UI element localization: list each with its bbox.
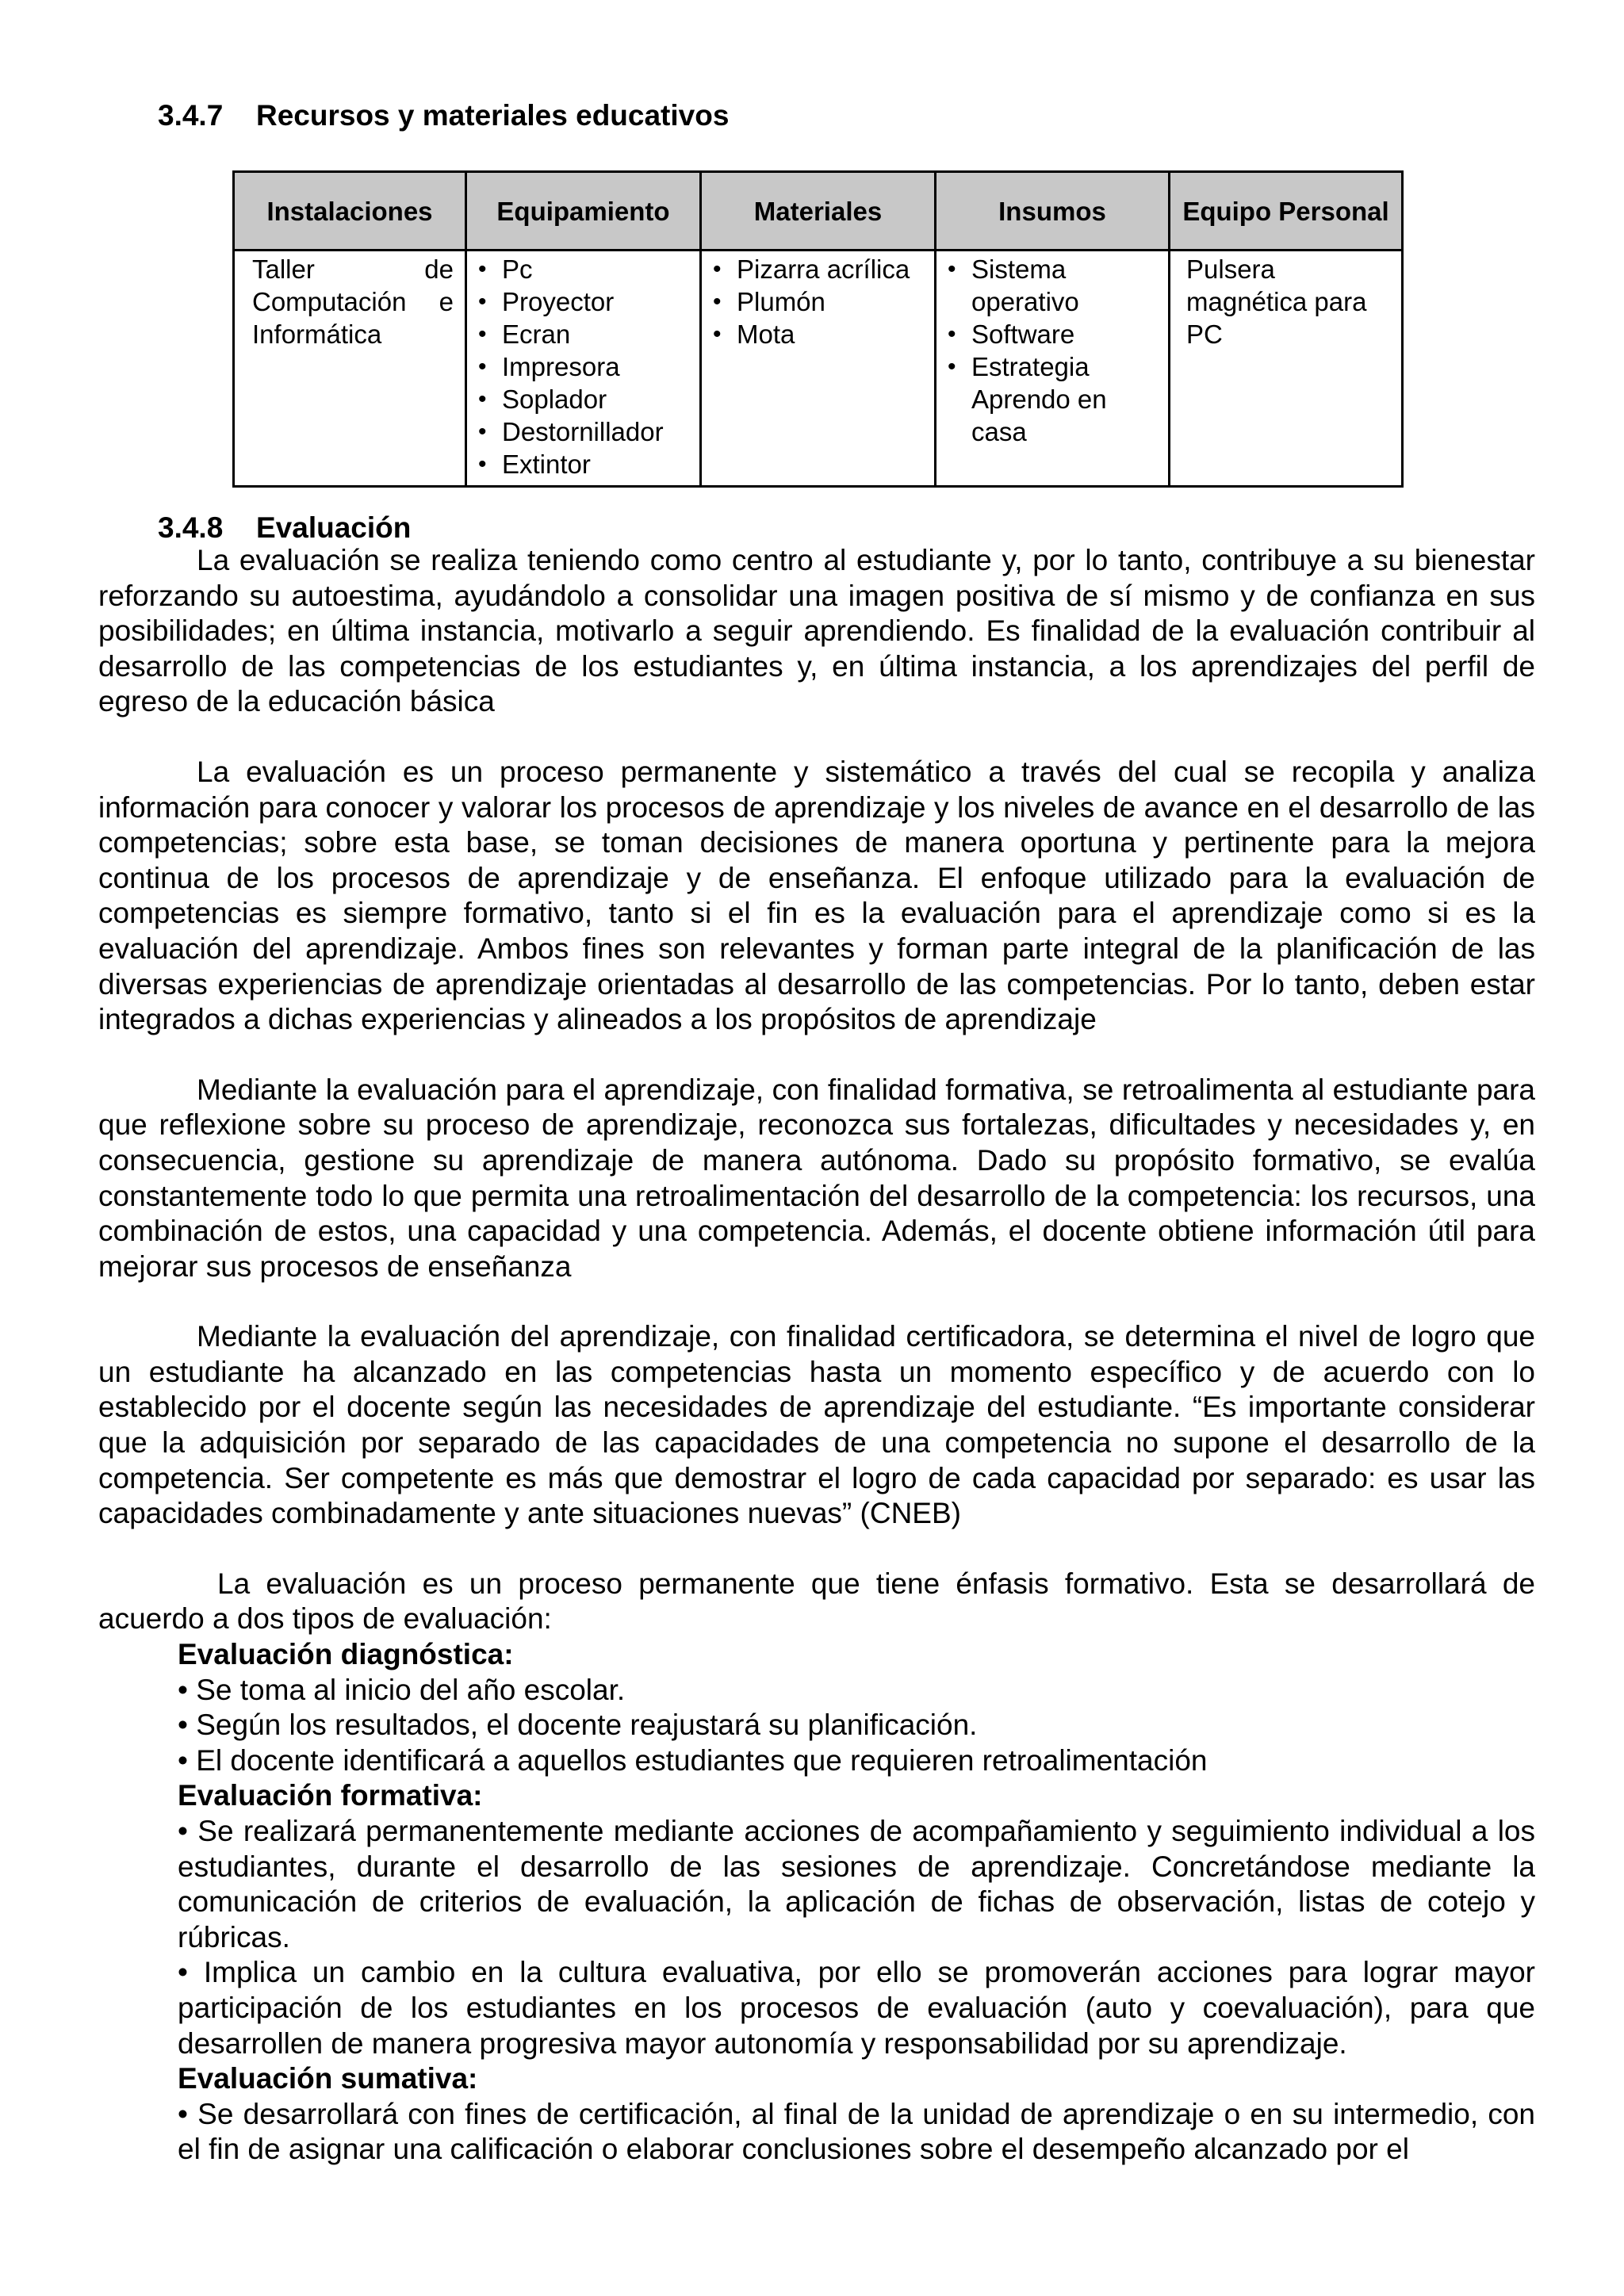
insumos-list <box>948 253 1157 448</box>
list-item: • Impresora <box>478 350 688 383</box>
paragraph: Mediante la evaluación para el aprendizaje, con finalidad formativa, se retroalimenta al estudiante para que reflexione sobre su proceso de aprendizaje, reconozca sus fortalezas, dificultades y necesidades y, en consecuencia, gestione su aprendizaje de manera autónoma. Dado su propósito formativo, se evalúa constantemente todo lo que permita una retroalimentación del desarrollo de la competencia: los recursos, una combinación de estos, una capacidad y una competencia. Además, el docente obtiene información útil para mejorar sus procesos de enseñanza <box>98 1073 1535 1283</box>
cell-equipamiento <box>466 251 701 487</box>
list-item: • Soplador <box>478 383 688 415</box>
list-item: • Software <box>948 318 1157 350</box>
formativa-heading: Evaluación formativa: <box>178 1779 483 1812</box>
list-item: • Ecran <box>478 318 688 350</box>
list-item: • Destornillador <box>478 415 688 448</box>
section-title: Recursos y materiales educativos <box>256 99 730 132</box>
list-item: • Según los resultados, el docente reajustará su planificación. <box>178 1709 978 1742</box>
cell-instalaciones: Taller de Computación e Informática <box>234 251 466 487</box>
cell-equipo-personal: Pulsera magnética para PC <box>1170 251 1403 487</box>
evaluation-body <box>98 543 1535 2168</box>
list-item: • El docente identificará a aquellos estudiantes que requieren retroalimentación <box>178 1743 1208 1777</box>
section-number: 3.4.8 <box>158 511 224 544</box>
table-row <box>234 251 1403 487</box>
list-item: • Implica un cambio en la cultura evaluativa, por ello se promoverán acciones para lograr mayor participación de los estudiantes en los procesos de evaluación (auto y coevaluación), para que desarrollen de manera progresiva mayor autonomía y responsabilidad por su aprendizaje. <box>178 1956 1535 2060</box>
paragraph: La evaluación es un proceso permanente y sistemático a través del cual se recopila y analiza información para conocer y valorar los procesos de aprendizaje y los niveles de avance en el desarrollo de las competencias; sobre esta base, se toman decisiones de manera oportuna y pertinente para la mejora continua de los procesos de aprendizaje y de enseñanza. El enfoque utilizado para la evaluación de competencias es siempre formativo, tanto si el fin es la evaluación para el aprendizaje como si es la evaluación del aprendizaje. Ambos fines son relevantes y forman parte integral de la planificación de las diversas experiencias de aprendizaje orientadas al desarrollo de las competencias. Por lo tanto, deben estar integrados a dichas experiencias y alineados a los propósitos de aprendizaje <box>98 755 1535 1036</box>
section-heading-347 <box>158 98 729 133</box>
list-item: • Mota <box>713 318 923 350</box>
paragraph: Mediante la evaluación del aprendizaje, con finalidad certificadora, se determina el nivel de logro que un estudiante ha alcanzado en las competencias hasta un momento específico y de acuerdo con lo establecido por el docente según las necesidades de aprendizaje del estudiante. “Es importante considerar que la adquisición por separado de las capacidades de una competencia no supone el desarrollo de la competencia. Ser competente es más que demostrar el logro de cada capacidad por separado: es usar las capacidades combinadamente y ante situaciones nuevas” (CNEB) <box>98 1320 1535 1530</box>
list-item: • Estrategia Aprendo en casa <box>948 350 1157 448</box>
table-header-row <box>234 172 1403 251</box>
diagnostica-heading: Evaluación diagnóstica: <box>178 1638 514 1671</box>
header-equipamiento: Equipamiento <box>466 172 701 251</box>
list-item: • Proyector <box>478 285 688 318</box>
header-equipo-personal: Equipo Personal <box>1170 172 1403 251</box>
resources-table <box>232 170 1404 488</box>
header-materiales: Materiales <box>701 172 936 251</box>
section-heading-348 <box>158 511 411 545</box>
list-item: • Pizarra acrílica <box>713 253 923 285</box>
list-item: • Pc <box>478 253 688 285</box>
sumativa-heading: Evaluación sumativa: <box>178 2062 478 2095</box>
list-item: • Se desarrollará con fines de certificación, al final de la unidad de aprendizaje o en su intermedio, con el fin de asignar una calificación o elaborar conclusiones sobre el desempeño alcanzado por el <box>178 2097 1535 2166</box>
list-item: • Sistema operativo <box>948 253 1157 318</box>
section-number: 3.4.7 <box>158 99 224 132</box>
list-item: • Se realizará permanentemente mediante acciones de acompañamiento y seguimiento individual a los estudiantes, durante el desarrollo de las sesiones de aprendizaje. Concretándose mediante la comunicación de criterios de evaluación, la aplicación de fichas de observación, listas de cotejo y rúbricas. <box>178 1815 1535 1954</box>
section-title: Evaluación <box>256 511 412 544</box>
list-item: • Se toma al inicio del año escolar. <box>178 1673 626 1706</box>
list-item: • Extintor <box>478 448 688 480</box>
materiales-list <box>713 253 923 350</box>
cell-materiales <box>701 251 936 487</box>
cell-insumos <box>936 251 1170 487</box>
paragraph: La evaluación es un proceso permanente que tiene énfasis formativo. Esta se desarrollará de acuerdo a dos tipos de evaluación: <box>98 1567 1535 1636</box>
paragraph: La evaluación se realiza teniendo como centro al estudiante y, por lo tanto, contribuye a su bienestar reforzando su autoestima, ayudándolo a consolidar una imagen positiva de sí mismo y de confianza en sus posibilidades; en última instancia, motivarlo a seguir aprendiendo. Es finalidad de la evaluación contribuir al desarrollo de las competencias de los estudiantes y, en última instancia, a los aprendizajes del perfil de egreso de la educación básica <box>98 544 1535 718</box>
list-item: • Plumón <box>713 285 923 318</box>
header-instalaciones: Instalaciones <box>234 172 466 251</box>
header-insumos: Insumos <box>936 172 1170 251</box>
evaluation-types <box>178 1637 1535 2168</box>
equipamiento-list <box>478 253 688 480</box>
